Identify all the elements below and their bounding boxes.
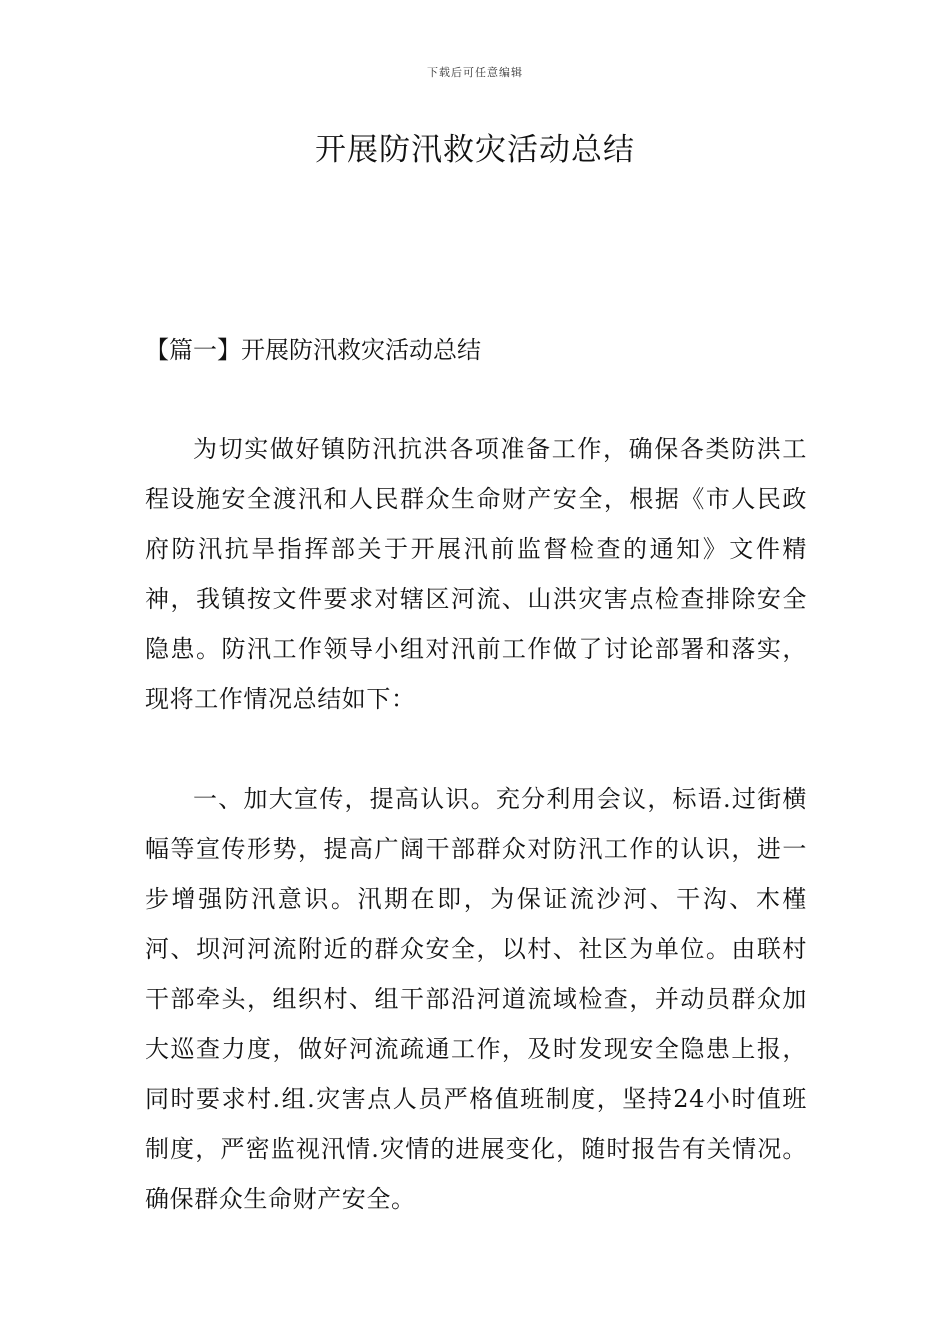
section-heading: 【篇一】开展防汛救灾活动总结 [145,336,481,364]
header-note: 下载后可任意编辑 [427,66,523,79]
body-paragraph-2: 一、加大宣传，提高认识。充分利用会议，标语.过街横幅等宣传形势，提高广阔干部群众对防汛工作的认识，进一步增强防汛意识。汛期在即，为保证流沙河、干沟、木槿河、坝河河流附近的群众安全，以村、社区为单位。由联村干部牵头，组织村、组干部沿河道流域检查，并动员群众加大巡查力度，做好河流疏通工作，及时发现安全隐患上报，同时要求村.组.灾害点人员严格值班制度，坚持24小时值班制度，严密监视汛情.灾情的进展变化，随时报告有关情况。确保群众生命财产安全。 [145,785,807,1213]
document-title: 开展防汛救灾活动总结 [315,132,635,168]
body-paragraph-1: 为切实做好镇防汛抗洪各项准备工作，确保各类防洪工程设施安全渡汛和人民群众生命财产安全，根据《市人民政府防汛抗旱指挥部关于开展汛前监督检查的通知》文件精神，我镇按文件要求对辖区河流、山洪灾害点检查排除安全隐患。防汛工作领导小组对汛前工作做了讨论部署和落实，现将工作情况总结如下： [145,435,807,713]
